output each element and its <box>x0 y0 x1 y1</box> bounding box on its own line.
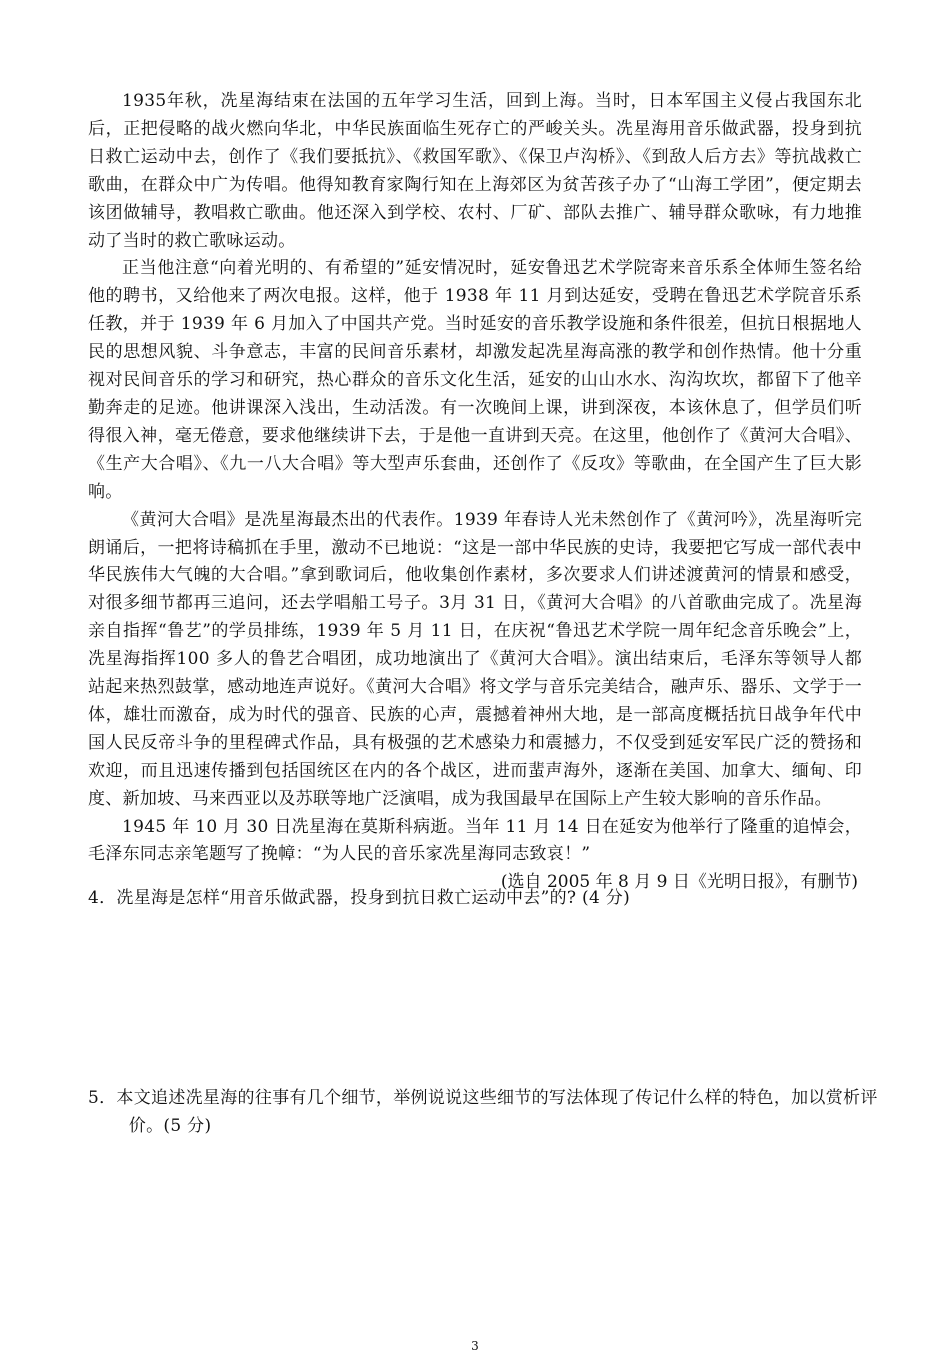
paragraph-1: 1935年秋，冼星海结束在法国的五年学习生活，回到上海。当时，日本军国主义侵占我国东北后，正把侵略的战火燃向华北，中华民族面临生死存亡的严峻关头。冼星海用音乐做武器，投身到抗日救亡运动中去，创作了《我们要抵抗》、《救国军歌》、《保卫卢沟桥》、《到敌人后方去》等抗战救亡歌曲，在群众中广为传唱。他得知教育家陶行知在上海郊区为贫苦孩子办了“山海工学团”，便定期去该团做辅导，教唱救亡歌曲。他还深入到学校、农村、厂矿、部队去推广、辅导群众歌咏，有力地推动了当时的救亡歌咏运动。 <box>88 91 862 251</box>
question-5: 5．本文追述冼星海的往事有几个细节，举例说说这些细节的写法体现了传记什么样的特色，加以赏析评价。(5 分) <box>88 1088 878 1136</box>
source-citation: (选自 2005 年 8 月 9 日《光明日报》，有删节) <box>500 872 858 893</box>
page-number: 3 <box>471 1339 479 1353</box>
paragraph-4: 1945 年 10 月 30 日冼星海在莫斯科病逝。当年 11 月 14 日在延安为他举行了隆重的追悼会，毛泽东同志亲笔题写了挽幛：“为人民的音乐家冼星海同志致哀！” <box>88 816 862 865</box>
exam-page <box>88 88 878 1353</box>
article-body <box>88 88 862 897</box>
question-4: 4．冼星海是怎样“用音乐做武器，投身到抗日救亡运动中去”的? (4 分) <box>88 888 630 908</box>
paragraph-3: 《黄河大合唱》是冼星海最杰出的代表作。1939 年春诗人光未然创作了《黄河吟》，冼星海听完朗诵后，一把将诗稿抓在手里，激动不已地说：“这是一部中华民族的史诗，我要把它写成一部代表中华民族伟大气魄的大合唱。”拿到歌词后，他收集创作素材，多次要求人们讲述渡黄河的情景和感受，对很多细节都再三追问，还去学唱船工号子。3月 31 日，《黄河大合唱》的八首歌曲完成了。冼星海亲自指挥“鲁艺”的学员排练，1939 年 5 月 11 日，在庆祝“鲁迅艺术学院一周年纪念音乐晚会”上，冼星海指挥100 多人的鲁艺合唱团，成功地演出了《黄河大合唱》。演出结束后，毛泽东等领导人都站起来热烈鼓掌，感动地连声说好。《黄河大合唱》将文学与音乐完美结合，融声乐、器乐、文学于一体，雄壮而激奋，成为时代的强音、民族的心声，震撼着神州大地，是一部高度概括抗日战争年代中国人民反帝斗争的里程碑式作品，具有极强的艺术感染力和震撼力，不仅受到延安军民广泛的赞扬和欢迎，而且迅速传播到包括国统区在内的各个战区，进而蜚声海外，逐渐在美国、加拿大、缅甸、印度、新加坡、马来西亚以及苏联等地广泛演唱，成为我国最早在国际上产生较大影响的音乐作品。 <box>88 509 862 809</box>
paragraph-2: 正当他注意“向着光明的、有希望的”延安情况时，延安鲁迅艺术学院寄来音乐系全体师生签名给他的聘书，又给他来了两次电报。这样，他于 1938 年 11 月到达延安，受聘在鲁迅艺术学院音乐系任教，并于 1939 年 6 月加入了中国共产党。当时延安的音乐教学设施和条件很差，但抗日根据地人民的思想风貌、斗争意志，丰富的民间音乐素材，却激发起冼星海高涨的教学和创作热情。他十分重视对民间音乐的学习和研究，热心群众的音乐文化生活，延安的山山水水、沟沟坎坎，都留下了他辛勤奔走的足迹。他讲课深入浅出，生动活泼。有一次晚间上课，讲到深夜，本该休息了，但学员们听得很入神，毫无倦意，要求他继续讲下去，于是他一直讲到天亮。在这里，他创作了《黄河大合唱》、《生产大合唱》、《九一八大合唱》等大型声乐套曲，还创作了《反攻》等歌曲，在全国产生了巨大影响。 <box>88 258 862 502</box>
